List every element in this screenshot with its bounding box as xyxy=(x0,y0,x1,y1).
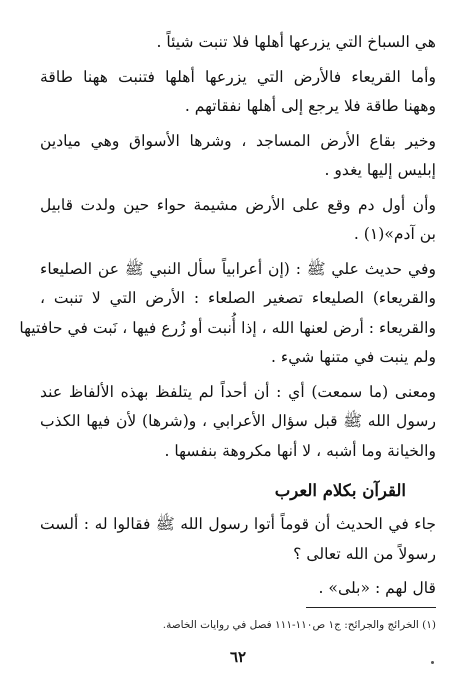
paragraph xyxy=(40,127,436,186)
text-line: والقريعاء : أرض لعنها الله ، إذا أُنبت أو زُرع فيها ، نَبت في حافتيها xyxy=(19,318,436,337)
text-line: والخيانة وما أشبه ، لا أنها مكروهة بنفسها . xyxy=(164,441,436,460)
text-line: رسولاً من الله تعالى ؟ xyxy=(293,544,436,563)
text-line: وفي حديث علي ﷺ : (إن أعرابياً سأل النبي ﷺ عن الصليعاء xyxy=(40,259,436,278)
text-line: وأن أول دم وقع على الأرض مشيمة حواء حين ولدت قابيل xyxy=(40,195,436,214)
page-body xyxy=(19,28,436,604)
paragraph xyxy=(40,574,436,604)
paragraph xyxy=(40,378,436,467)
text-line: وخير بقاع الأرض المساجد ، وشرها الأسواق وهي ميادين xyxy=(40,131,436,150)
text-line: والقريعاء) الصليعاء تصغير الصلعاء : الأرض التي لا تنبت ، xyxy=(40,289,436,307)
body-text xyxy=(19,28,436,466)
paragraph xyxy=(19,255,436,373)
text-line: بن آدم»(١) . xyxy=(353,225,436,243)
text-line: هي السباخ التي يزرعها أهلها فلا تنبت شيئاً . xyxy=(156,33,436,51)
text-line: وههنا طاقة فلا يرجع إلى أهلها نفقاتهم . xyxy=(184,97,436,115)
text-line: رسول الله ﷺ قبل سؤال الأعرابي ، و(شرها) لأن فيها الكذب xyxy=(40,412,436,430)
section-heading: القرآن بكلام العرب xyxy=(274,481,406,500)
paragraph xyxy=(40,510,436,569)
footnote: (١) الخرائج والجرائح: ج١ ص١١٠-١١١ فصل في روايات الخاصة. xyxy=(162,619,436,631)
text-line: ولم ينبت في متنها شيء . xyxy=(270,348,436,366)
text-line: وأما القريعاء فالأرض التي يزرعها أهلها فتنبت ههنا طاقة xyxy=(40,67,436,86)
footnote-divider xyxy=(306,607,436,608)
text-line: ومعنى (ما سمعت) أي : أن أحداً لم يتلفظ بهذه الألفاظ عند xyxy=(40,382,436,401)
ink-speck xyxy=(431,661,434,664)
section-body-text xyxy=(40,510,436,604)
paragraph xyxy=(40,28,436,58)
page-number: ٦٢ xyxy=(229,648,247,666)
text-line: جاء في الحديث أن قوماً أتوا رسول الله ﷺ فقالوا له : ألست xyxy=(40,515,436,533)
paragraph xyxy=(40,63,436,122)
paragraph xyxy=(40,191,436,250)
text-line: إبليس إليها يغدو . xyxy=(324,161,436,179)
text-line: قال لهم : «بلى» . xyxy=(318,579,436,597)
